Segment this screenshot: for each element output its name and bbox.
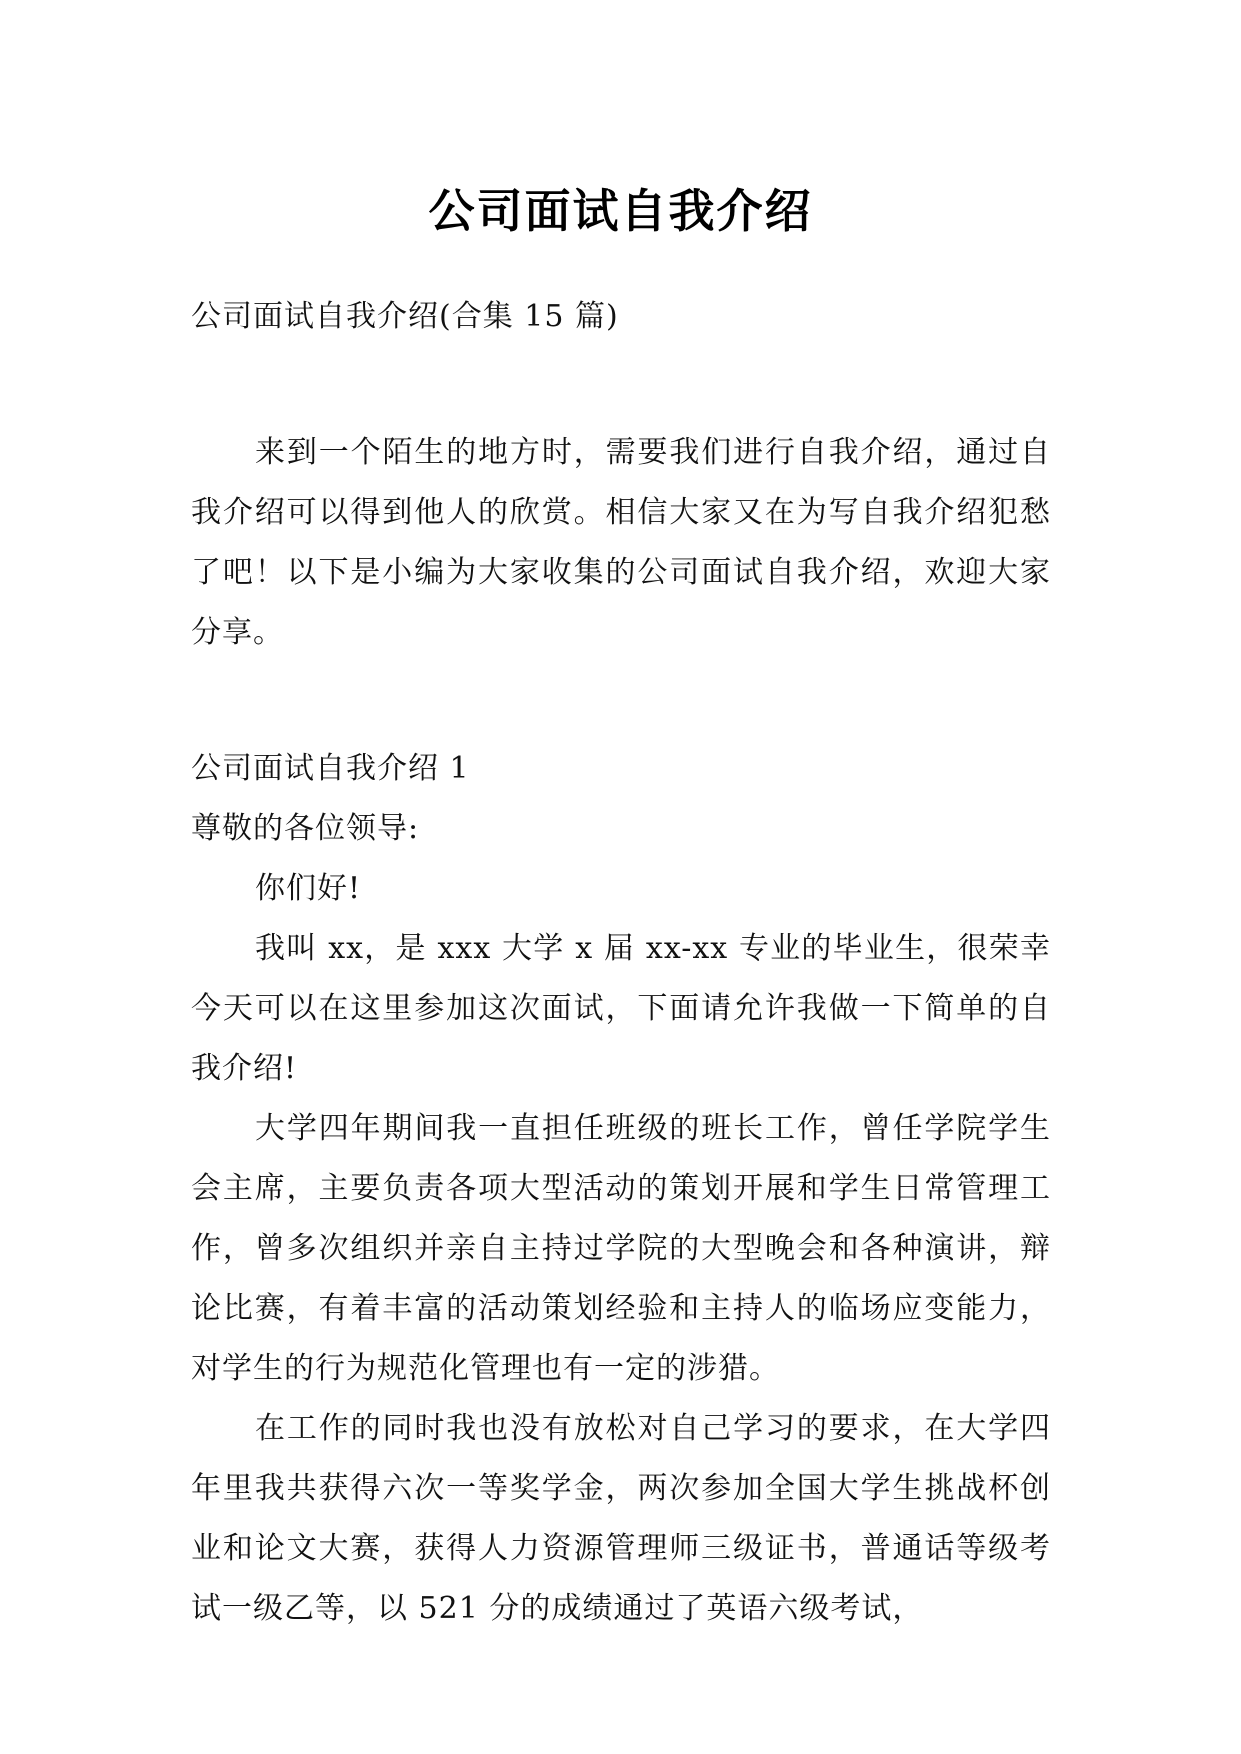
body-paragraph-3: 在工作的同时我也没有放松对自己学习的要求，在大学四年里我共获得六次一等奖学金，两次参加全国大学生挑战杯创业和论文大赛，获得人力资源管理师三级证书，普通话等级考试一级乙等，以 521 分的成绩通过了英语六级考试， <box>191 1411 1051 1626</box>
salutation: 尊敬的各位领导: <box>191 811 420 846</box>
greeting: 你们好! <box>255 871 362 906</box>
body-paragraph-1: 我叫 xx，是 xxx 大学 x 届 xx-xx 专业的毕业生，很荣幸今天可以在这里参加这次面试，下面请允许我做一下简单的自我介绍! <box>191 931 1051 1086</box>
section-heading: 公司面试自我介绍 1 <box>191 751 470 786</box>
intro-paragraph: 来到一个陌生的地方时，需要我们进行自我介绍，通过自我介绍可以得到他人的欣赏。相信大家又在为写自我介绍犯愁了吧！以下是小编为大家收集的公司面试自我介绍，欢迎大家分享。 <box>191 435 1051 650</box>
document-body <box>191 287 1051 1639</box>
document-subtitle: 公司面试自我介绍(合集 15 篇) <box>191 299 619 334</box>
body-paragraph-2: 大学四年期间我一直担任班级的班长工作，曾任学院学生会主席，主要负责各项大型活动的策划开展和学生日常管理工作，曾多次组织并亲自主持过学院的大型晚会和各种演讲，辩论比赛，有着丰富的活动策划经验和主持人的临场应变能力，对学生的行为规范化管理也有一定的涉猎。 <box>191 1111 1051 1386</box>
document-title: 公司面试自我介绍 <box>428 183 813 238</box>
